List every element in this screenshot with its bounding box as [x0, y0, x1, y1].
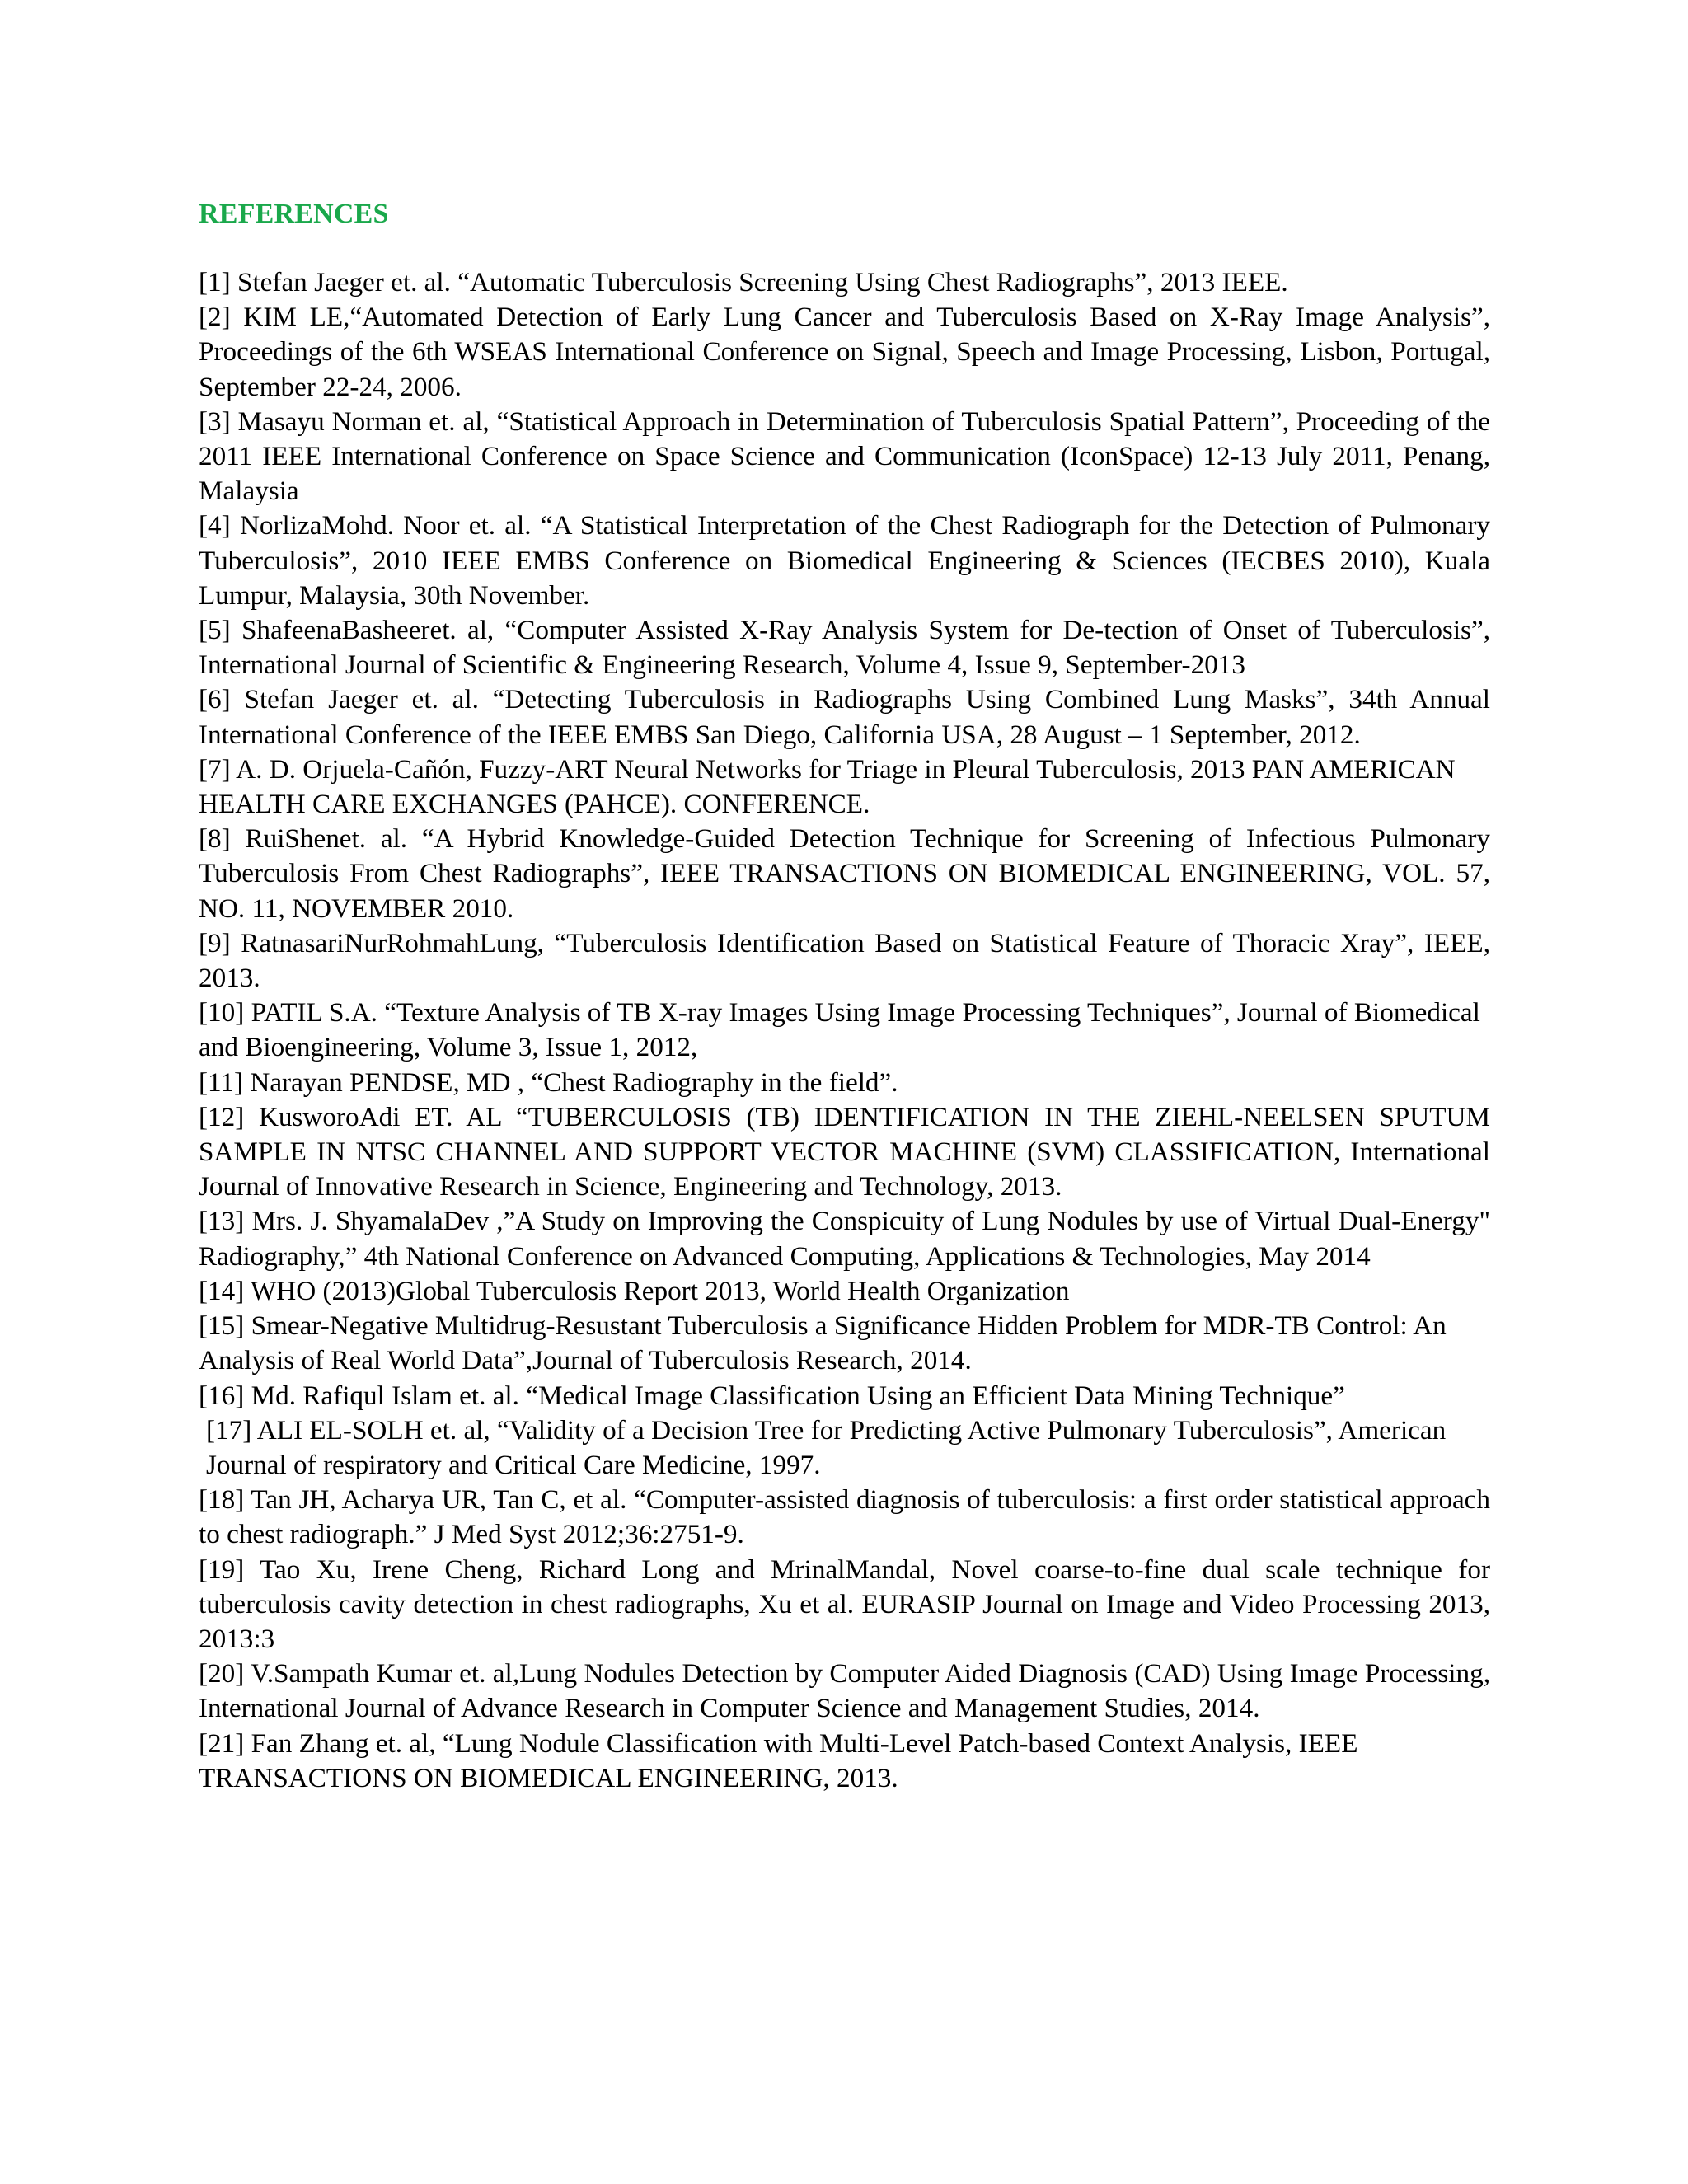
references-heading: REFERENCES	[199, 199, 389, 229]
reference-item-6: [6] Stefan Jaeger et. al. “Detecting Tuberculosis in Radiographs Using Combined Lung Masks”, 34th Annual International Conference of the IEEE EMBS San Diego, California USA, 28 August – 1 September, 2012.	[199, 684, 1490, 750]
reference-item-7: [7] A. D. Orjuela-Cañón, Fuzzy-ART Neural Networks for Triage in Pleural Tuberculosis, 2013 PAN AMERICAN HEALTH CARE EXCHANGES (PAHCE). CONFERENCE.	[199, 753, 1456, 820]
reference-item-16: [16] Md. Rafiqul Islam et. al. “Medical Image Classification Using an Efficient Data Mining Technique”	[199, 1380, 1345, 1411]
reference-item-18: [18] Tan JH, Acharya UR, Tan C, et al. “Computer-assisted diagnosis of tuberculosis: a first order statistical approach to chest radiograph.” J Med Syst 2012;36:2751-9.	[199, 1484, 1490, 1550]
reference-item-11: [11] Narayan PENDSE, MD , “Chest Radiography in the field”.	[199, 1066, 898, 1098]
reference-item-9: [9] RatnasariNurRohmahLung, “Tuberculosis Identification Based on Statistical Feature of Thoracic Xray”, IEEE, 2013.	[199, 927, 1490, 994]
reference-item-5: [5] ShafeenaBasheeret. al, “Computer Assisted X-Ray Analysis System for De-tection of Onset of Tuberculosis”, International Journal of Scientific & Engineering Research, Volume 4, Issue 9, September-2013	[199, 615, 1490, 681]
reference-list	[199, 265, 1490, 1796]
reference-item-20: [20] V.Sampath Kumar et. al,Lung Nodules Detection by Computer Aided Diagnosis (CAD) Using Image Processing, International Journal of Advance Research in Computer Science and Management Studies, 2014.	[199, 1658, 1490, 1724]
reference-item-14: [14] WHO (2013)Global Tuberculosis Report 2013, World Health Organization	[199, 1275, 1070, 1306]
reference-item-17: [17] ALI EL-SOLH et. al, “Validity of a Decision Tree for Predicting Active Pulmonary Tuberculosis”, American Journal of respiratory and Critical Care Medicine, 1997.	[206, 1414, 1447, 1480]
reference-item-4: [4] NorlizaMohd. Noor et. al. “A Statistical Interpretation of the Chest Radiograph for the Detection of Pulmonary Tuberculosis”, 2010 IEEE EMBS Conference on Biomedical Engineering & Sciences (IECBES 2010), Kuala Lumpur, Malaysia, 30th November.	[199, 510, 1490, 611]
reference-item-13: [13] Mrs. J. ShyamalaDev ,”A Study on Improving the Conspicuity of Lung Nodules by use of Virtual Dual-Energy" Radiography,” 4th National Conference on Advanced Computing, Applications & Technologies, May 2014	[199, 1206, 1490, 1272]
reference-item-3: [3] Masayu Norman et. al, “Statistical Approach in Determination of Tuberculosis Spatial Pattern”, Proceeding of the 2011 IEEE International Conference on Space Science and Communication (IconSpace) 12-13 July 2011, Penang, Malaysia	[199, 405, 1490, 507]
reference-item-15: [15] Smear-Negative Multidrug-Resustant Tuberculosis a Significance Hidden Problem for MDR-TB Control: An Analysis of Real World Data”,Journal of Tuberculosis Research, 2014.	[199, 1310, 1447, 1376]
reference-item-1: [1] Stefan Jaeger et. al. “Automatic Tuberculosis Screening Using Chest Radiographs”, 2013 IEEE.	[199, 267, 1288, 298]
reference-item-2: [2] KIM LE,“Automated Detection of Early Lung Cancer and Tuberculosis Based on X-Ray Image Analysis”, Proceedings of the 6th WSEAS International Conference on Signal, Speech and Image Processing, Lisbon, Portugal, September 22-24, 2006.	[199, 302, 1490, 402]
reference-item-12: [12] KusworoAdi ET. AL “TUBERCULOSIS (TB) IDENTIFICATION IN THE ZIEHL-NEELSEN SPUTUM SAMPLE IN NTSC CHANNEL AND SUPPORT VECTOR MACHINE (SVM) CLASSIFICATION, International Journal of Innovative Research in Science, Engineering and Technology, 2013.	[199, 1101, 1490, 1202]
reference-item-19: [19] Tao Xu, Irene Cheng, Richard Long and MrinalMandal, Novel coarse-to-fine dual scale technique for tuberculosis cavity detection in chest radiographs, Xu et al. EURASIP Journal on Image and Video Processing 2013, 2013:3	[199, 1554, 1490, 1654]
reference-item-10: [10] PATIL S.A. “Texture Analysis of TB X-ray Images Using Image Processing Techniques”, Journal of Biomedical and Bioengineering, Volume 3, Issue 1, 2012,	[199, 997, 1480, 1063]
reference-item-8: [8] RuiShenet. al. “A Hybrid Knowledge-Guided Detection Technique for Screening of Infectious Pulmonary Tuberculosis From Chest Radiographs”, IEEE TRANSACTIONS ON BIOMEDICAL ENGINEERING, VOL. 57, NO. 11, NOVEMBER 2010.	[199, 823, 1490, 924]
reference-item-21: [21] Fan Zhang et. al, “Lung Nodule Classification with Multi-Level Patch-based Context Analysis, IEEE TRANSACTIONS ON BIOMEDICAL ENGINEERING, 2013.	[199, 1727, 1358, 1793]
